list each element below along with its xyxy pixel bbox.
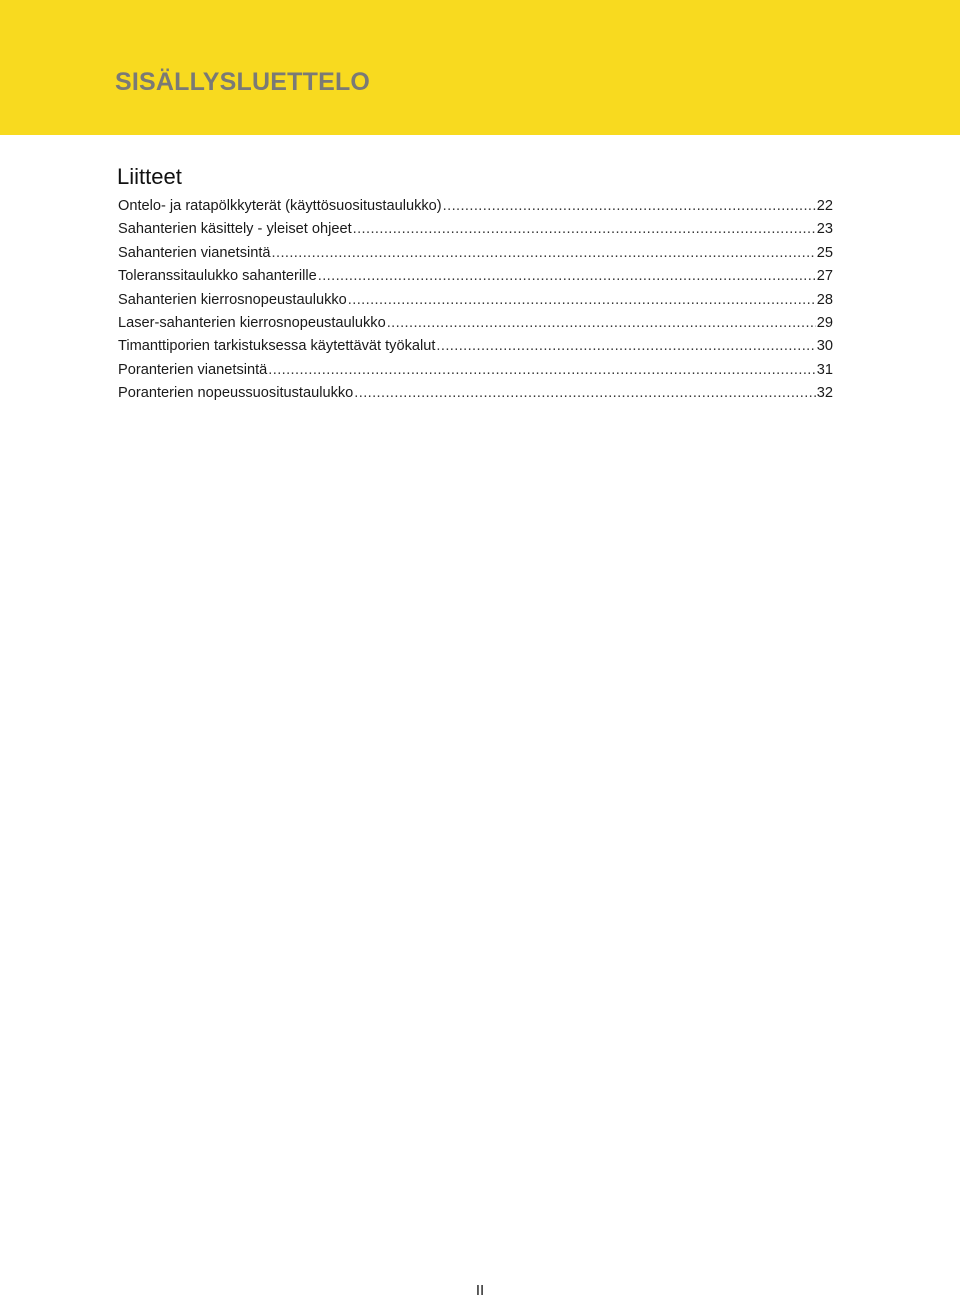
toc-dot-leader [387,312,816,335]
toc-dot-leader [268,359,815,382]
toc-entry[interactable] [118,359,833,382]
toc-entry-page: 31 [816,361,833,378]
toc-dot-leader [272,242,816,265]
toc-entry-title: Sahanterien kierrosnopeustaulukko [118,291,347,308]
toc-entry-page: 32 [816,385,833,402]
toc-dot-leader [443,195,816,218]
toc-entry[interactable] [118,335,833,358]
toc-entry-title: Toleranssitaulukko sahanterille [118,268,317,285]
toc-entry-page: 22 [816,198,833,214]
toc-entry[interactable] [118,312,833,335]
toc-dot-leader [318,265,816,288]
toc-dot-leader [348,289,816,312]
toc-entry-title: Laser-sahanterien kierrosnopeustaulukko [118,314,386,331]
page-number: II [475,1282,485,1299]
toc-dot-leader [354,382,815,405]
page-title: SISÄLLYSLUETTELO [115,68,371,96]
toc-entry[interactable] [118,242,833,265]
toc-entry[interactable] [118,218,833,241]
toc-entry-page: 30 [816,338,833,355]
toc-dot-leader [353,218,816,241]
toc-entry-title: Poranterien nopeussuositustaulukko [118,385,354,402]
toc-dot-leader [436,335,815,358]
toc-entry-page: 29 [816,314,833,331]
table-of-contents [118,195,833,406]
toc-entry-page: 23 [816,221,833,238]
header-band [0,0,960,135]
toc-entry-page: 28 [816,291,833,308]
toc-entry-title: Ontelo- ja ratapölkkyterät (käyttösuositustaulukko) [118,198,442,214]
toc-entry-title: Timanttiporien tarkistuksessa käytettävät työkalut [118,338,436,355]
toc-entry-page: 27 [816,268,833,285]
toc-entry[interactable] [118,289,833,312]
section-heading: Liitteet [117,164,182,189]
toc-entry-title: Poranterien vianetsintä [118,361,268,378]
toc-entry[interactable] [118,265,833,288]
toc-entry-title: Sahanterien vianetsintä [118,244,271,261]
toc-entry-page: 25 [816,244,833,261]
toc-entry[interactable] [118,195,833,218]
toc-entry[interactable] [118,382,833,405]
toc-entry-title: Sahanterien käsittely - yleiset ohjeet [118,221,352,238]
